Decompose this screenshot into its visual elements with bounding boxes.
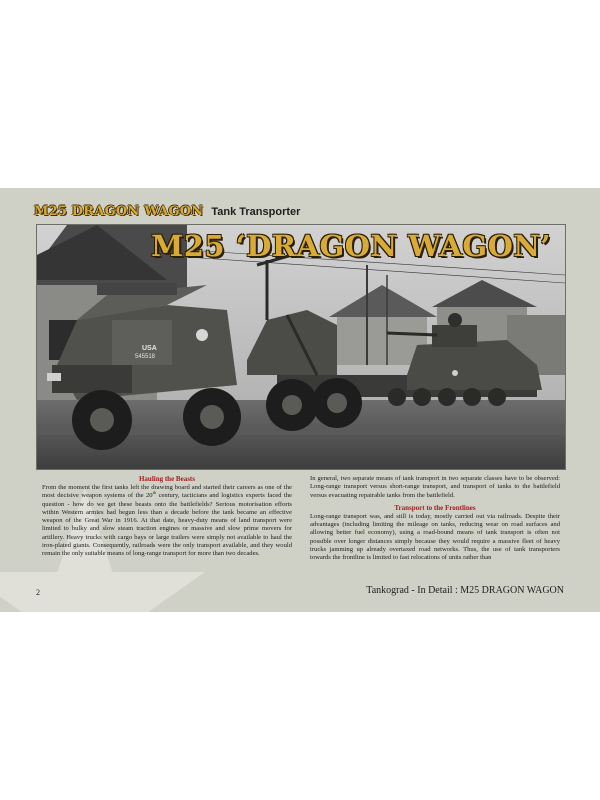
header-subtitle: Tank Transporter [211,206,301,218]
main-photo [36,224,566,470]
feature-title: M25 ‘DRAGON WAGON’ [151,229,551,263]
body-paragraph [42,484,292,559]
left-text-column [42,475,292,563]
footer-publication-title: Tankograd - In Detail : M25 DRAGON WAGON [366,585,564,596]
truck-door-marking: USA [142,345,157,352]
body-paragraph-intro: In general, two separate means of tank transport in two separate classes have to be observed: Long-range transport versus short-range transport, and transport of tanks to the battlefield versus evacuating repairable tanks from the battlefield. [310,475,560,499]
magazine-page [0,188,600,612]
paragraph-text: From the moment the first tanks left the drawing board and started their careers as one of the most decisive weapon systems of the 20 [42,484,292,500]
truck-serial-number: 545518 [135,354,156,360]
header-title: M25 DRAGON WAGON [34,204,204,219]
paragraph-text-continued: century, tacticians and logistics experts faced the question - how do we get these beasts onto the battlefields? Serious motorisation efforts within Western armies had begun less than a decade before the tank became an effective weapon of the Great War in 1916. At that date, heavy-duty means of land transport were limited to bulky and slow steam traction engines or massive and slow prime movers for artillery. Heavy trucks with cargo bays or large trailers were simply not available to haul the iron-plated giants. Consequently, railroads were the only transport available, and they would remain the only suitable means of long-range transport for more than two decades. [42,492,292,558]
right-text-column [310,475,560,567]
page-number: 2 [36,588,40,597]
section-heading-hauling: Hauling the Beasts [138,475,195,483]
page-header [34,204,300,220]
section-heading-frontlines: Transport to the Frontlines [394,503,476,512]
body-paragraph-frontlines: Long-range transport was, and still is today, mostly carried out via railroads. Despite their advantages (including limiting the mileage on tanks, reducing wear on road surfaces and allowing better fuel economy), using a road-bound means of tank transport is often not possible over longer distances simply because they would require a massive fleet of heavy trucks jamming up already overtaxed road networks. Thus, the use of tank transporters towards the frontline is limited to fast relocations of units rather than [310,512,560,562]
ordinal-superscript: th [152,490,157,496]
